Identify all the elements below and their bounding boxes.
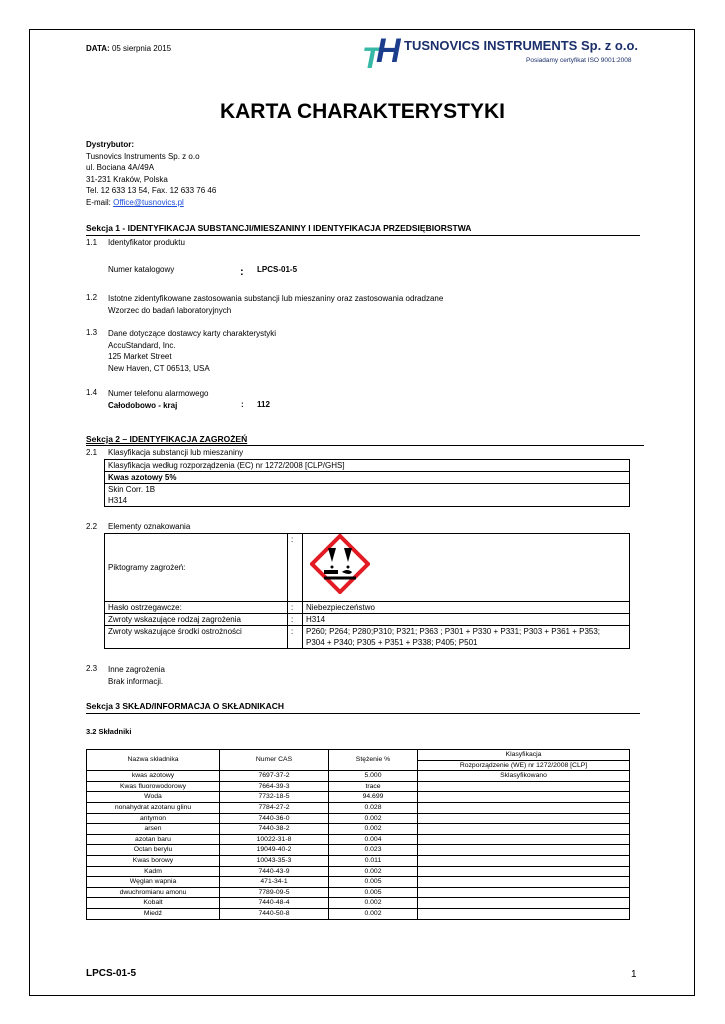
col-name-header: Nazwa składnika bbox=[87, 750, 220, 771]
s12-block bbox=[108, 293, 443, 316]
table-row bbox=[87, 855, 630, 866]
s13-label: Dane dotyczące dostawcy karty charakterystyki bbox=[108, 329, 277, 338]
s12-label: Istotne zidentyfikowane zastosowania substancji lub mieszaniny oraz zastosowania odradzane bbox=[108, 294, 444, 303]
cell-conc: 0.028 bbox=[329, 802, 418, 813]
pictogram-cell bbox=[303, 534, 630, 602]
s13-block bbox=[108, 328, 276, 374]
precaution-value bbox=[303, 626, 630, 649]
s23-block bbox=[108, 664, 165, 687]
s12-num: 1.2 bbox=[86, 293, 98, 302]
section2-heading: Sekcja 2 – IDENTYFIKACJA ZAGROŻEŃ bbox=[86, 434, 248, 444]
cell-class bbox=[418, 802, 630, 813]
cell-cas: 7440-38-2 bbox=[220, 824, 329, 835]
distributor-block bbox=[86, 139, 216, 209]
cell-class bbox=[418, 824, 630, 835]
table-row bbox=[105, 534, 630, 602]
cell-conc: 0.004 bbox=[329, 834, 418, 845]
s21-num: 2.1 bbox=[86, 448, 98, 457]
signal-colon: : bbox=[288, 602, 303, 614]
s12-value: Wzorzec do badań laboratoryjnych bbox=[108, 305, 232, 315]
table-header-row bbox=[87, 750, 630, 761]
hazard-label: Zwroty wskazujące rodzaj zagrożenia bbox=[105, 614, 288, 626]
section2-divider bbox=[86, 445, 644, 446]
s14-colon: : bbox=[241, 400, 244, 409]
cell-cas: 7440-36-0 bbox=[220, 813, 329, 824]
s23-value: Brak informacji. bbox=[108, 676, 164, 686]
cell-name: Miedź bbox=[87, 908, 220, 919]
cell-cas: 7440-50-8 bbox=[220, 908, 329, 919]
iso-certificate: Posiadamy certyfikat ISO 9001:2008 bbox=[526, 57, 632, 64]
s11-label: Identyfikator produktu bbox=[108, 238, 185, 247]
classification-table bbox=[104, 459, 630, 507]
precaution-colon: : bbox=[288, 626, 303, 649]
cell-cas: 10043-35-3 bbox=[220, 855, 329, 866]
s14-block bbox=[108, 388, 209, 411]
cell-class bbox=[418, 877, 630, 888]
table-row bbox=[105, 495, 630, 507]
table-row bbox=[87, 887, 630, 898]
table-row bbox=[87, 813, 630, 824]
table-row bbox=[87, 792, 630, 803]
s23-label: Inne zagrożenia bbox=[108, 665, 165, 674]
corrosion-pictogram-icon bbox=[310, 534, 370, 594]
table-row bbox=[87, 781, 630, 792]
cell-conc: trace bbox=[329, 781, 418, 792]
section3-sub: 3.2 Składniki bbox=[86, 727, 132, 736]
cell-name: Kwas fluorowodorowy bbox=[87, 781, 220, 792]
page-title: KARTA CHARAKTERYSTYKI bbox=[219, 100, 506, 123]
cell-cas: 19049-40-2 bbox=[220, 845, 329, 856]
s21-label: Klasyfikacja substancji lub mieszaniny bbox=[108, 448, 244, 457]
col-class-subheader: Rozporządzenie (WE) nr 1272/2008 [CLP] bbox=[418, 760, 630, 771]
distributor-heading: Dystrybutor: bbox=[86, 140, 135, 149]
table-row bbox=[87, 866, 630, 877]
cell-name: dwuchromianu amonu bbox=[87, 887, 220, 898]
cell-cas: 10022-31-8 bbox=[220, 834, 329, 845]
class-category: Skin Corr. 1B bbox=[105, 484, 630, 496]
table-row bbox=[87, 908, 630, 919]
table-row bbox=[87, 771, 630, 782]
date-value: 05 sierpnia 2015 bbox=[111, 44, 172, 53]
s22-label: Elementy oznakowania bbox=[108, 522, 191, 531]
cell-conc: 0.005 bbox=[329, 887, 418, 898]
s13-line1: AccuStandard, Inc. bbox=[108, 340, 176, 350]
cell-conc: 5.000 bbox=[329, 771, 418, 782]
table-row bbox=[87, 845, 630, 856]
s13-line3: New Haven, CT 06513, USA bbox=[108, 363, 210, 373]
table-row bbox=[105, 472, 630, 484]
cell-class bbox=[418, 845, 630, 856]
table-row bbox=[87, 824, 630, 835]
cell-conc: 0.002 bbox=[329, 866, 418, 877]
labelling-table bbox=[104, 533, 630, 649]
cell-class bbox=[418, 834, 630, 845]
class-header: Klasyfikacja według rozporządzenia (EC) nr 1272/2008 [CLP/GHS] bbox=[105, 460, 630, 472]
cell-conc: 0.002 bbox=[329, 908, 418, 919]
cell-conc: 94.699 bbox=[329, 792, 418, 803]
distributor-name: Tusnovics Instruments Sp. z o.o bbox=[86, 151, 200, 161]
cell-conc: 0.005 bbox=[329, 877, 418, 888]
signal-label: Hasło ostrzegawcze: bbox=[105, 602, 288, 614]
footer-code: LPCS-01-5 bbox=[86, 968, 137, 979]
catalog-label: Numer katalogowy bbox=[108, 265, 175, 274]
pictogram-label: Piktogramy zagrożeń: bbox=[105, 534, 288, 602]
cell-name: antymon bbox=[87, 813, 220, 824]
cell-cas: 7664-39-3 bbox=[220, 781, 329, 792]
cell-class bbox=[418, 908, 630, 919]
email-link[interactable]: Office@tusnovics.pl bbox=[113, 197, 184, 207]
cell-class bbox=[418, 813, 630, 824]
section3-divider bbox=[86, 713, 640, 714]
cell-name: arsen bbox=[87, 824, 220, 835]
cell-name: azotan baru bbox=[87, 834, 220, 845]
cell-class bbox=[418, 855, 630, 866]
cell-name: Octan berylu bbox=[87, 845, 220, 856]
distributor-street: ul. Bociana 4A/49A bbox=[86, 163, 155, 173]
table-row bbox=[105, 460, 630, 472]
section1-heading: Sekcja 1 - IDENTYFIKACJA SUBSTANCJI/MIESZANINY I IDENTYFIKACJA PRZEDSIĘBIORSTWA bbox=[86, 223, 472, 233]
s14-label: Numer telefonu alarmowego bbox=[108, 389, 209, 398]
cell-class bbox=[418, 887, 630, 898]
cell-cas: 7440-43-9 bbox=[220, 866, 329, 877]
cell-conc: 0.011 bbox=[329, 855, 418, 866]
col-conc-header: Stężenie % bbox=[329, 750, 418, 771]
cell-cas: 7732-18-5 bbox=[220, 792, 329, 803]
cell-name: Węglan wapnia bbox=[87, 877, 220, 888]
components-table bbox=[86, 749, 630, 920]
catalog-colon: : bbox=[240, 266, 244, 278]
distributor-city: 31-231 Kraków, Polska bbox=[86, 174, 168, 184]
cell-name: nonahydrat azotanu glinu bbox=[87, 802, 220, 813]
col-class-header: Klasyfikacja bbox=[418, 750, 630, 761]
table-row bbox=[105, 484, 630, 496]
hazard-colon: : bbox=[288, 614, 303, 626]
svg-text:T: T bbox=[362, 42, 381, 72]
signal-value: Niebezpieczeństwo bbox=[303, 602, 630, 614]
components-body bbox=[87, 771, 630, 919]
cell-cas: 7789-09-5 bbox=[220, 887, 329, 898]
s13-num: 1.3 bbox=[86, 328, 98, 337]
company-name: TUSNOVICS INSTRUMENTS Sp. z o.o. bbox=[404, 38, 639, 53]
distributor-phone: Tel. 12 633 13 54, Fax. 12 633 76 46 bbox=[86, 186, 217, 196]
date-label: DATA: bbox=[86, 44, 110, 53]
table-row bbox=[87, 898, 630, 909]
cell-name: Kobalt bbox=[87, 898, 220, 909]
page-number: 1 bbox=[631, 969, 637, 980]
svg-text:H: H bbox=[376, 32, 401, 70]
catalog-value: LPCS-01-5 bbox=[257, 265, 298, 274]
cell-cas: 471-34-1 bbox=[220, 877, 329, 888]
email-label: E-mail: bbox=[86, 197, 114, 207]
cell-cas: 7697-37-2 bbox=[220, 771, 329, 782]
cell-class bbox=[418, 866, 630, 877]
cell-conc: 0.002 bbox=[329, 824, 418, 835]
table-row bbox=[87, 802, 630, 813]
cell-name: Kadm bbox=[87, 866, 220, 877]
cell-conc: 0.002 bbox=[329, 813, 418, 824]
s23-num: 2.3 bbox=[86, 664, 98, 673]
precaution-line1: P260; P264; P280;P310; P321; P363 ; P301 + P330 + P331; P303 + P361 + P353; bbox=[306, 627, 601, 636]
cell-name: Woda bbox=[87, 792, 220, 803]
hazard-value: H314 bbox=[303, 614, 630, 626]
section1-divider bbox=[86, 235, 640, 236]
s14-value: 112 bbox=[257, 400, 270, 409]
cell-class bbox=[418, 792, 630, 803]
cell-cas: 7784-27-2 bbox=[220, 802, 329, 813]
s13-line2: 125 Market Street bbox=[108, 352, 172, 362]
table-row bbox=[87, 877, 630, 888]
s11-num: 1.1 bbox=[86, 238, 98, 247]
table-row bbox=[105, 626, 630, 649]
table-row bbox=[105, 602, 630, 614]
date-line bbox=[86, 44, 171, 53]
pictogram-colon: : bbox=[288, 534, 303, 602]
cell-name: Kwas borowy bbox=[87, 855, 220, 866]
s22-num: 2.2 bbox=[86, 522, 98, 531]
table-row bbox=[105, 614, 630, 626]
s14-sub: Całodobowo - kraj bbox=[108, 400, 178, 410]
col-cas-header: Numer CAS bbox=[220, 750, 329, 771]
class-substance: Kwas azotowy 5% bbox=[105, 472, 630, 484]
cell-class bbox=[418, 781, 630, 792]
cell-cas: 7440-48-4 bbox=[220, 898, 329, 909]
cell-name: kwas azotowy bbox=[87, 771, 220, 782]
cell-conc: 0.002 bbox=[329, 898, 418, 909]
s14-num: 1.4 bbox=[86, 388, 98, 397]
precaution-line2: P304 + P340; P305 + P351 + P338; P405; P501 bbox=[306, 638, 478, 647]
class-hazard: H314 bbox=[105, 495, 630, 507]
cell-class bbox=[418, 898, 630, 909]
precaution-label: Zwroty wskazujące środki ostrożności bbox=[105, 626, 288, 649]
section3-heading: Sekcja 3 SKŁAD/INFORMACJA O SKŁADNIKACH bbox=[86, 701, 285, 711]
table-row bbox=[87, 834, 630, 845]
cell-class: Sklasyfikowano bbox=[418, 771, 630, 782]
cell-conc: 0.023 bbox=[329, 845, 418, 856]
